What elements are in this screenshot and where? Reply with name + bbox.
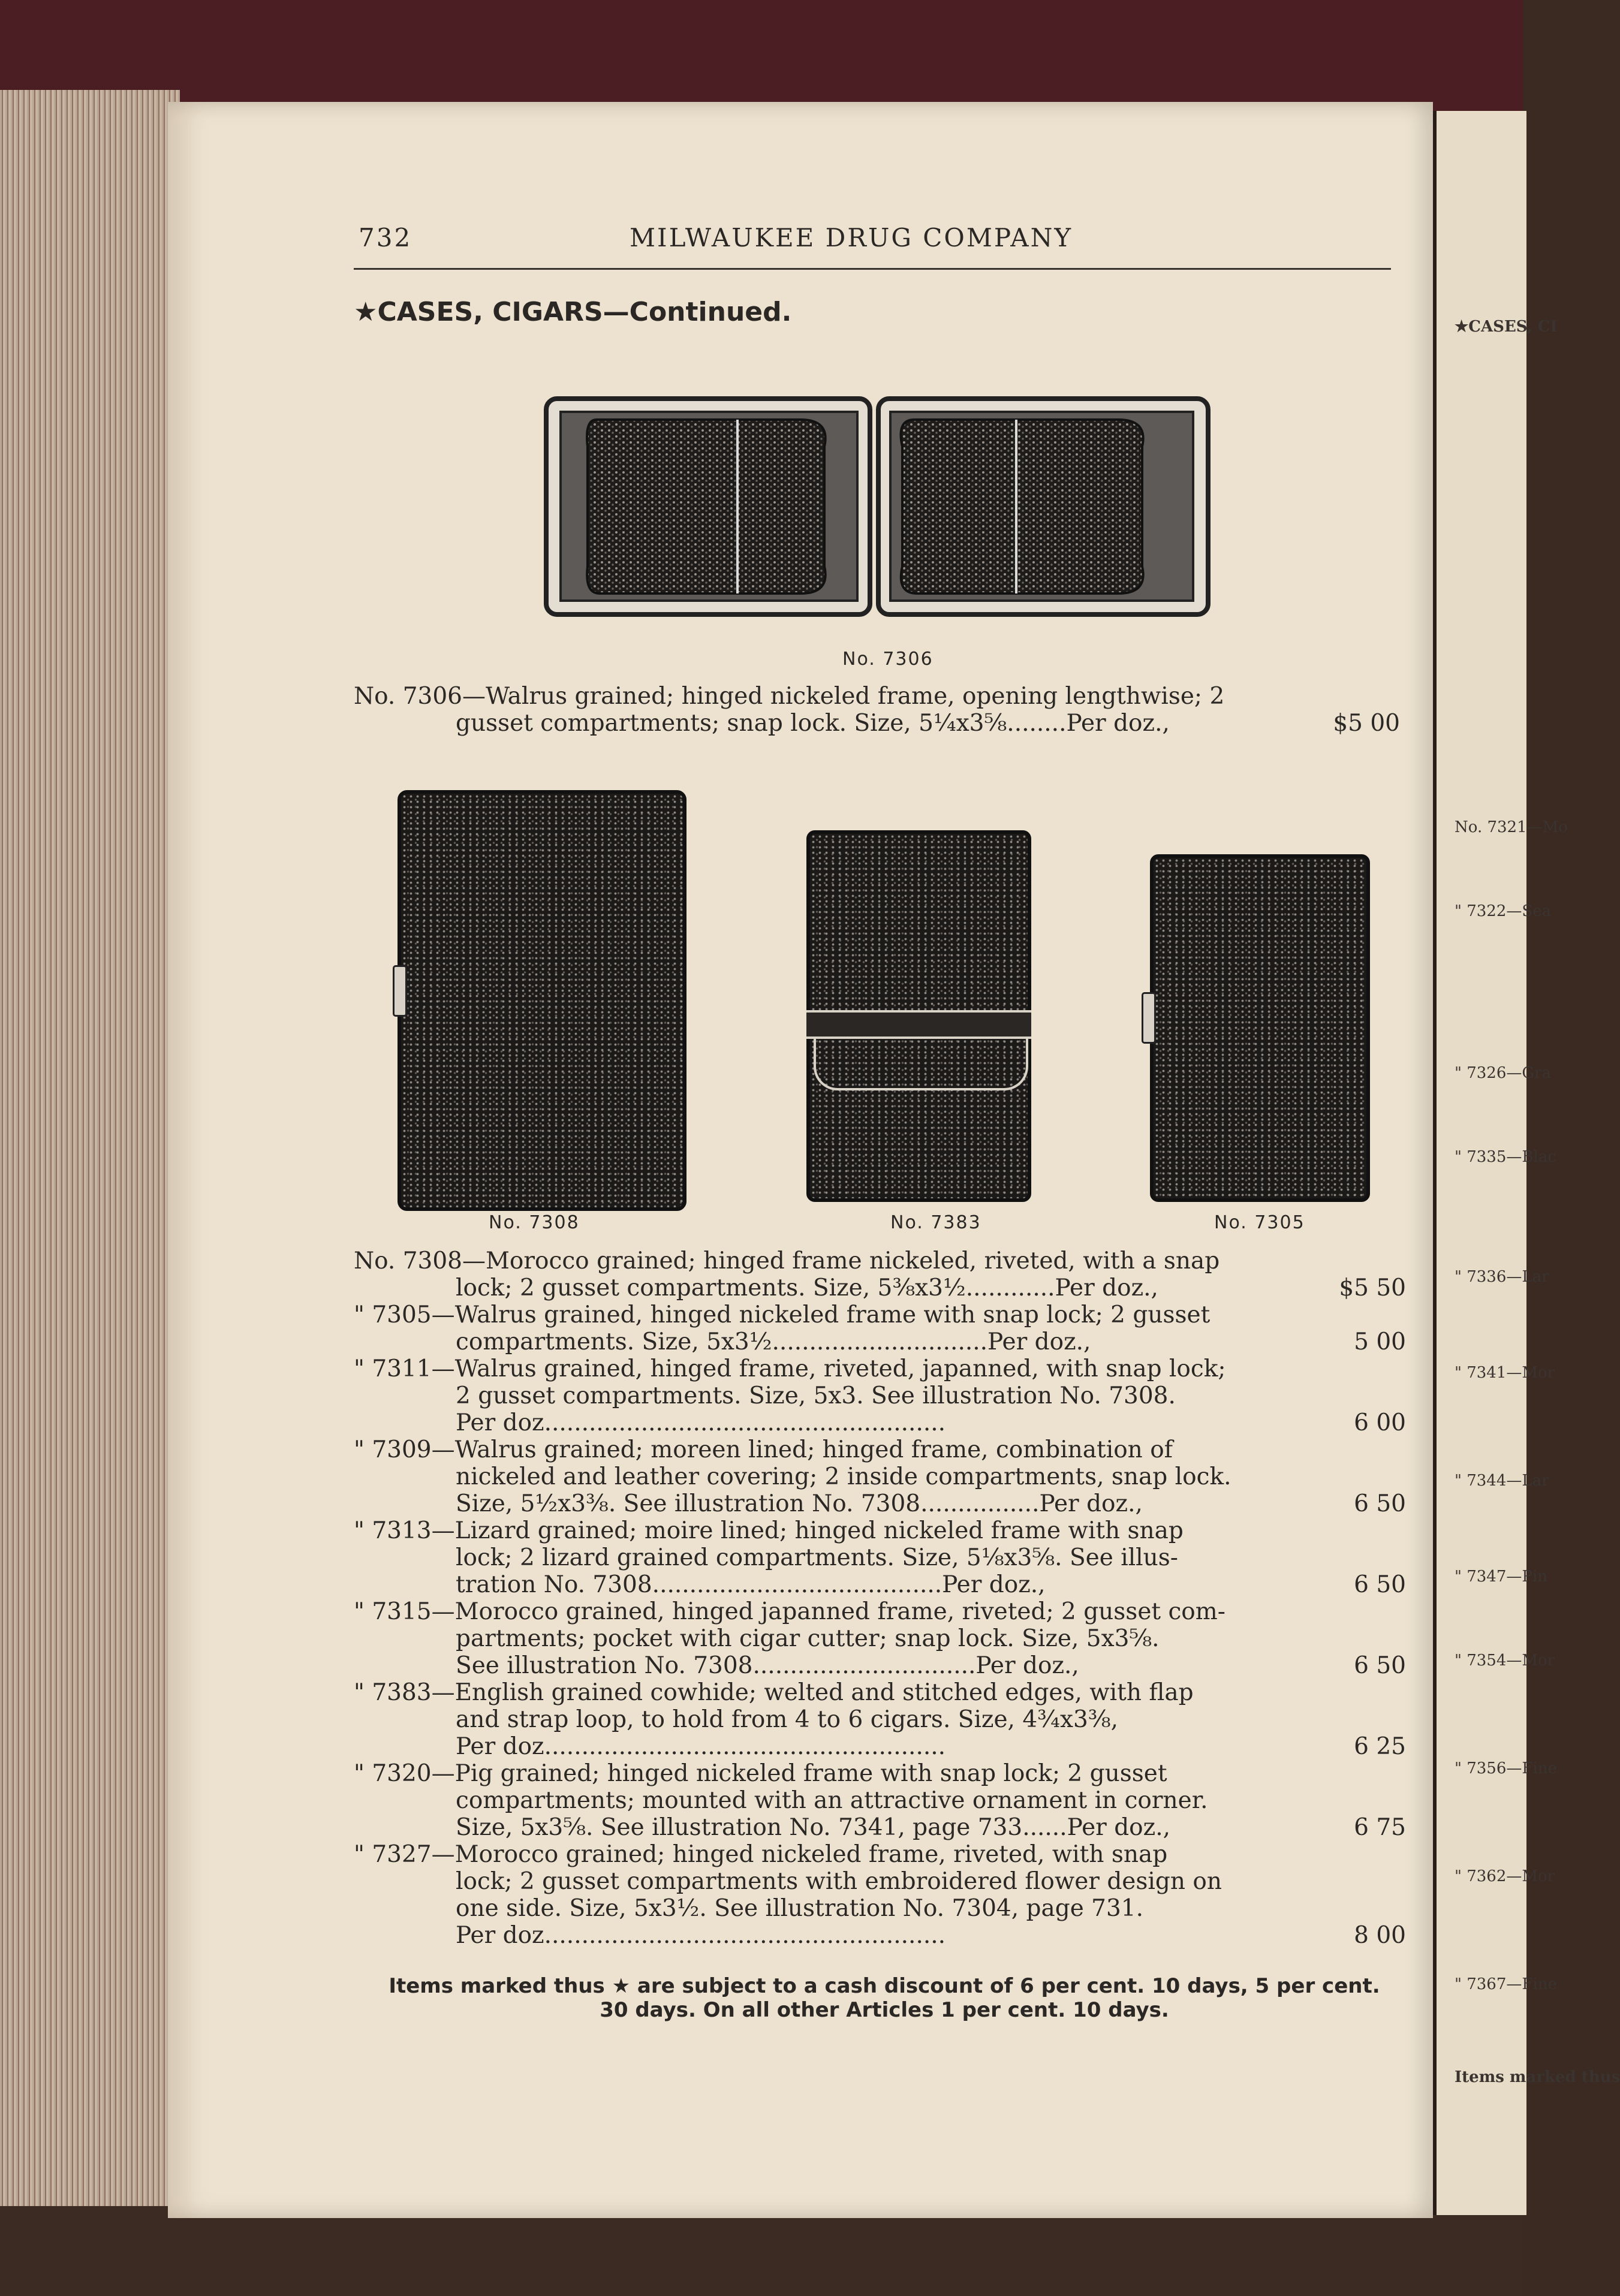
book-bottom-edge — [0, 2206, 1523, 2296]
next-page-fragment: Items marked thus — [1455, 2068, 1620, 2086]
description-line — [354, 1572, 1406, 1599]
description-text: " 7311—Walrus grained, hinged frame, riveted, japanned, with snap lock; — [354, 1355, 1226, 1382]
description-text: lock; 2 gusset compartments with embroidered flower design on — [456, 1868, 1222, 1895]
listing-entry — [354, 1248, 1406, 1302]
price: 6 50 — [1354, 1652, 1406, 1679]
description-line — [354, 1842, 1406, 1869]
case-flap — [814, 1037, 1028, 1090]
case-clasp — [1142, 992, 1156, 1044]
description-text: " 7320—Pig grained; hinged nickeled frame with snap lock; 2 gusset — [354, 1760, 1167, 1787]
description-line — [354, 1491, 1406, 1518]
listing-entry — [354, 1680, 1406, 1761]
next-page-fragment: No. 7321—Mo — [1455, 818, 1568, 836]
next-page-fragment: " 7344—Lar — [1455, 1472, 1549, 1490]
description-line — [354, 1383, 1406, 1410]
next-page-fragment: " 7347—Pin — [1455, 1568, 1547, 1586]
description-text: " 7315—Morocco grained, hinged japanned frame, riveted; 2 gusset com- — [354, 1598, 1225, 1625]
price: $5 50 — [1339, 1274, 1406, 1301]
price: $5 00 — [1333, 710, 1400, 737]
next-page-sliver — [1433, 111, 1620, 2215]
page-number: 732 — [359, 223, 412, 252]
description-text: compartments. Size, 5x3½.............................Per doz., — [456, 1328, 1091, 1355]
description-text: Per doz...................................................... — [456, 1409, 946, 1436]
description-text: " 7309—Walrus grained; moreen lined; hinged frame, combination of — [354, 1436, 1173, 1463]
cigar-case-7308-illustration — [393, 785, 689, 1211]
figure-caption-7305: No. 7305 — [1214, 1212, 1305, 1233]
description-text: 2 gusset compartments. Size, 5x3. See illustration No. 7308. — [456, 1382, 1176, 1409]
description-text: gusset compartments; snap lock. Size, 5¼x3⅝........Per doz., — [456, 710, 1170, 737]
open-case-drawing — [543, 393, 1214, 620]
description-line — [354, 1788, 1406, 1815]
listing-entry — [354, 1518, 1406, 1599]
description-line — [354, 1329, 1406, 1356]
listing-entry — [354, 1761, 1406, 1842]
description-line — [354, 1761, 1406, 1788]
description-text: and strap loop, to hold from 4 to 6 cigars. Size, 4¾x3⅜, — [456, 1706, 1118, 1733]
page-stack-edge — [0, 90, 180, 2206]
next-page-fragment: " 7362—Mor — [1455, 1867, 1555, 1885]
description-text: Per doz...................................................... — [456, 1922, 946, 1949]
next-page-fragment: " 7326—Gra — [1455, 1064, 1552, 1082]
price: 6 25 — [1354, 1733, 1406, 1760]
description-line — [354, 1815, 1406, 1842]
description-line: No. 7306—Walrus grained; hinged nickeled frame, opening lengthwise; 2 — [354, 683, 1225, 710]
description-text: lock; 2 lizard grained compartments. Size, 5⅛x3⅝. See illus- — [456, 1544, 1178, 1571]
discount-footer — [360, 1974, 1409, 2022]
description-text: Per doz...................................................... — [456, 1733, 946, 1760]
description-line — [354, 1248, 1406, 1275]
description-text: compartments; mounted with an attractive ornament in corner. — [456, 1787, 1208, 1814]
description-line — [354, 1653, 1406, 1680]
description-text: Size, 5½x3⅜. See illustration No. 7308................Per doz., — [456, 1490, 1143, 1517]
next-page-fragment: " 7356—Fine — [1455, 1759, 1557, 1777]
price: 6 00 — [1354, 1409, 1406, 1436]
figure-caption-7383: No. 7383 — [890, 1212, 981, 1233]
description-text: Size, 5x3⅝. See illustration No. 7341, page 733......Per doz., — [456, 1814, 1170, 1841]
book-cover-edge — [0, 0, 1523, 114]
description-line — [354, 1599, 1406, 1626]
footer-line: 30 days. On all other Articles 1 per cent. 10 days. — [600, 1998, 1169, 2022]
next-page-fragment: " 7354—Mor — [1455, 1652, 1555, 1670]
listing-entry — [354, 1437, 1406, 1518]
listing-entry — [354, 1302, 1406, 1356]
case-body — [398, 790, 686, 1211]
case-clasp — [393, 965, 407, 1017]
next-page-fragment: " 7367—Fine — [1455, 1975, 1557, 1993]
description-text: " 7305—Walrus grained, hinged nickeled frame with snap lock; 2 gusset — [354, 1301, 1211, 1328]
price: 6 50 — [1354, 1571, 1406, 1598]
cigar-case-7383-illustration — [806, 830, 1031, 1202]
description-line — [354, 1275, 1406, 1302]
footer-line: Items marked thus ★ are subject to a cash discount of 6 per cent. 10 days, 5 per cent. — [389, 1974, 1380, 1998]
listing-entry — [354, 1356, 1406, 1437]
description-line — [354, 1545, 1406, 1572]
next-page-fragment: ★CASES, CI — [1455, 318, 1558, 336]
description-text: " 7313—Lizard grained; moire lined; hinged nickeled frame with snap — [354, 1517, 1184, 1544]
price: 6 75 — [1354, 1814, 1406, 1841]
section-heading: ★CASES, CIGARS—Continued. — [354, 297, 792, 327]
running-title: MILWAUKEE DRUG COMPANY — [630, 223, 1073, 252]
price: 5 00 — [1354, 1328, 1406, 1355]
next-page-fragment: " 7341—Mor — [1455, 1364, 1555, 1382]
description-line — [354, 1464, 1406, 1491]
description-line — [354, 1302, 1406, 1329]
description-text: partments; pocket with cigar cutter; snap lock. Size, 5x3⅝. — [456, 1625, 1160, 1652]
description-text: lock; 2 gusset compartments. Size, 5⅜x3½............Per doz., — [456, 1274, 1158, 1301]
item-7306-description — [354, 683, 1400, 737]
case-body — [1150, 854, 1370, 1202]
product-listing — [354, 1248, 1406, 1950]
listing-entry — [354, 1842, 1406, 1950]
next-page-fragment: " 7322—Sea — [1455, 902, 1552, 920]
strap-loop — [806, 1010, 1031, 1039]
description-line — [354, 1734, 1406, 1761]
description-line — [354, 710, 1400, 737]
price: 6 50 — [1354, 1490, 1406, 1517]
description-line — [354, 1923, 1406, 1950]
description-text: nickeled and leather covering; 2 inside compartments, snap lock. — [456, 1463, 1231, 1490]
cigar-case-7305-illustration — [1139, 854, 1373, 1202]
description-text: " 7327—Morocco grained; hinged nickeled frame, riveted, with snap — [354, 1841, 1168, 1868]
description-line — [354, 1356, 1406, 1383]
description-line — [354, 1707, 1406, 1734]
description-line — [354, 1518, 1406, 1545]
description-line — [354, 1869, 1406, 1896]
description-text: one side. Size, 5x3½. See illustration No. 7304, page 731. — [456, 1895, 1144, 1922]
description-line — [354, 1680, 1406, 1707]
next-page-fragment: " 7336—Lar — [1455, 1268, 1549, 1286]
running-header — [354, 223, 1391, 270]
figure-caption-7306: No. 7306 — [842, 649, 934, 670]
figure-caption-7308: No. 7308 — [489, 1212, 580, 1233]
cigar-case-7306-illustration — [543, 393, 1214, 620]
description-text: See illustration No. 7308..............................Per doz., — [456, 1652, 1079, 1679]
next-page-fragment: " 7335—Blac — [1455, 1148, 1556, 1166]
description-line — [354, 1437, 1406, 1464]
listing-entry — [354, 1599, 1406, 1680]
description-line — [354, 1410, 1406, 1437]
description-line — [354, 1626, 1406, 1653]
description-text: tration No. 7308.......................................Per doz., — [456, 1571, 1046, 1598]
description-line — [354, 1896, 1406, 1923]
price: 8 00 — [1354, 1922, 1406, 1949]
description-text: No. 7308—Morocco grained; hinged frame nickeled, riveted, with a snap — [354, 1248, 1220, 1274]
description-text: " 7383—English grained cowhide; welted and stitched edges, with flap — [354, 1679, 1194, 1706]
